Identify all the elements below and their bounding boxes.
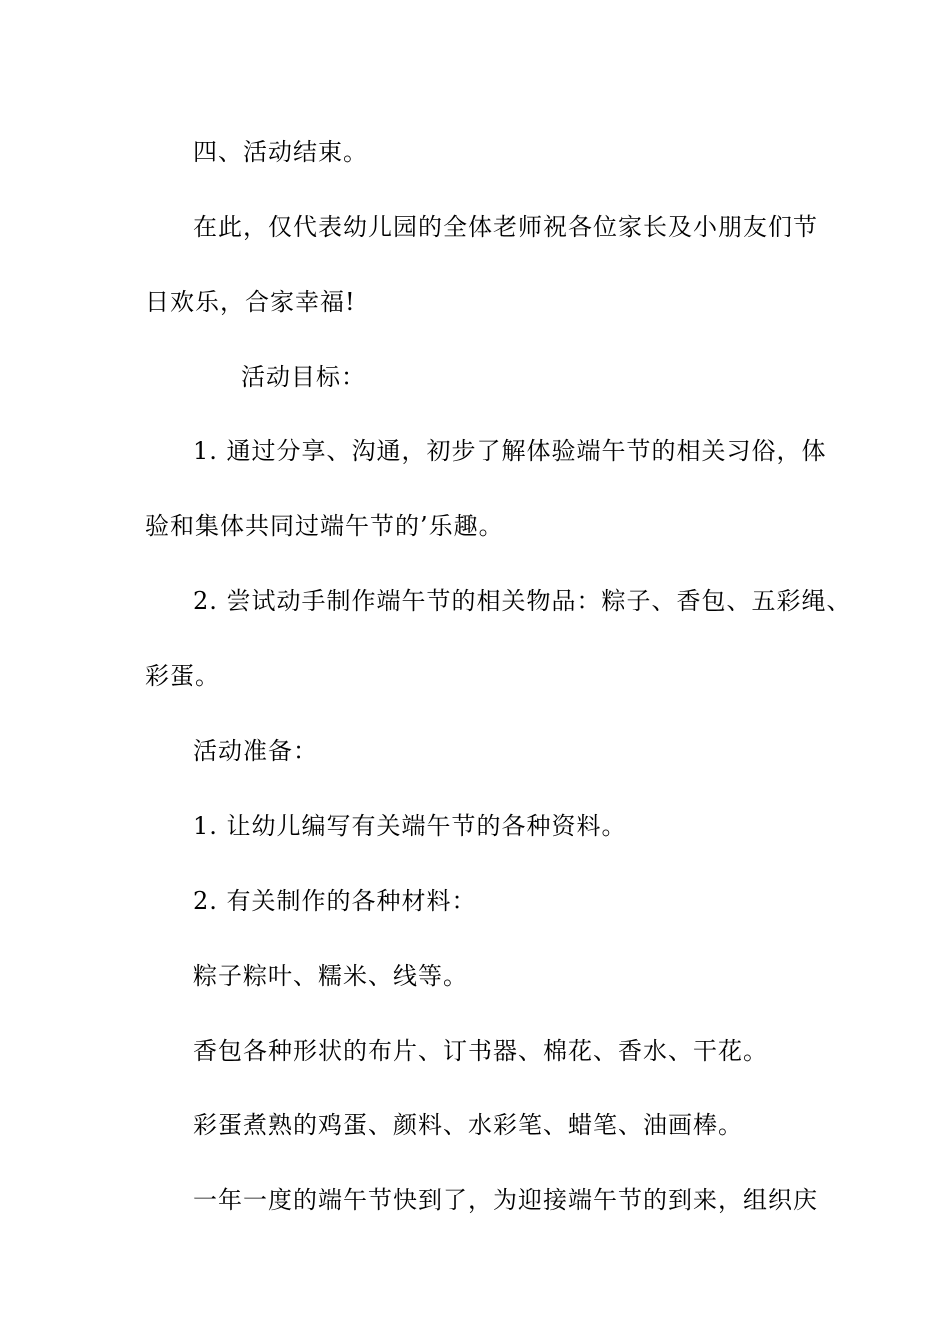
text-line: 活动目标： — [241, 363, 366, 391]
text-line: 彩蛋。 — [145, 662, 220, 690]
text-line: 四、活动结束。 — [193, 138, 368, 166]
text-line: 香包各种形状的布片、订书器、棉花、香水、干花。 — [193, 1037, 768, 1065]
text-line: 1. 让幼儿编写有关端午节的各种资料。 — [193, 812, 627, 840]
text-line: 一年一度的端午节快到了，为迎接端午节的到来，组织庆 — [193, 1186, 818, 1214]
text-line: 粽子粽叶、糯米、线等。 — [193, 962, 468, 990]
text-line: 验和集体共同过端午节的’乐趣。 — [145, 512, 504, 540]
text-line: 在此，仅代表幼儿园的全体老师祝各位家长及小朋友们节 — [193, 213, 818, 241]
text-line: 彩蛋煮熟的鸡蛋、颜料、水彩笔、蜡笔、油画棒。 — [193, 1111, 743, 1139]
text-line: 2. 有关制作的各种材料： — [193, 887, 477, 915]
text-line: 活动准备： — [193, 737, 318, 765]
text-line: 日欢乐，合家幸福! — [145, 288, 356, 316]
text-line: 1. 通过分享、沟通，初步了解体验端午节的相关习俗，体 — [193, 437, 827, 465]
text-line: 2. 尝试动手制作端午节的相关物品：粽子、香包、五彩绳、 — [193, 587, 852, 615]
